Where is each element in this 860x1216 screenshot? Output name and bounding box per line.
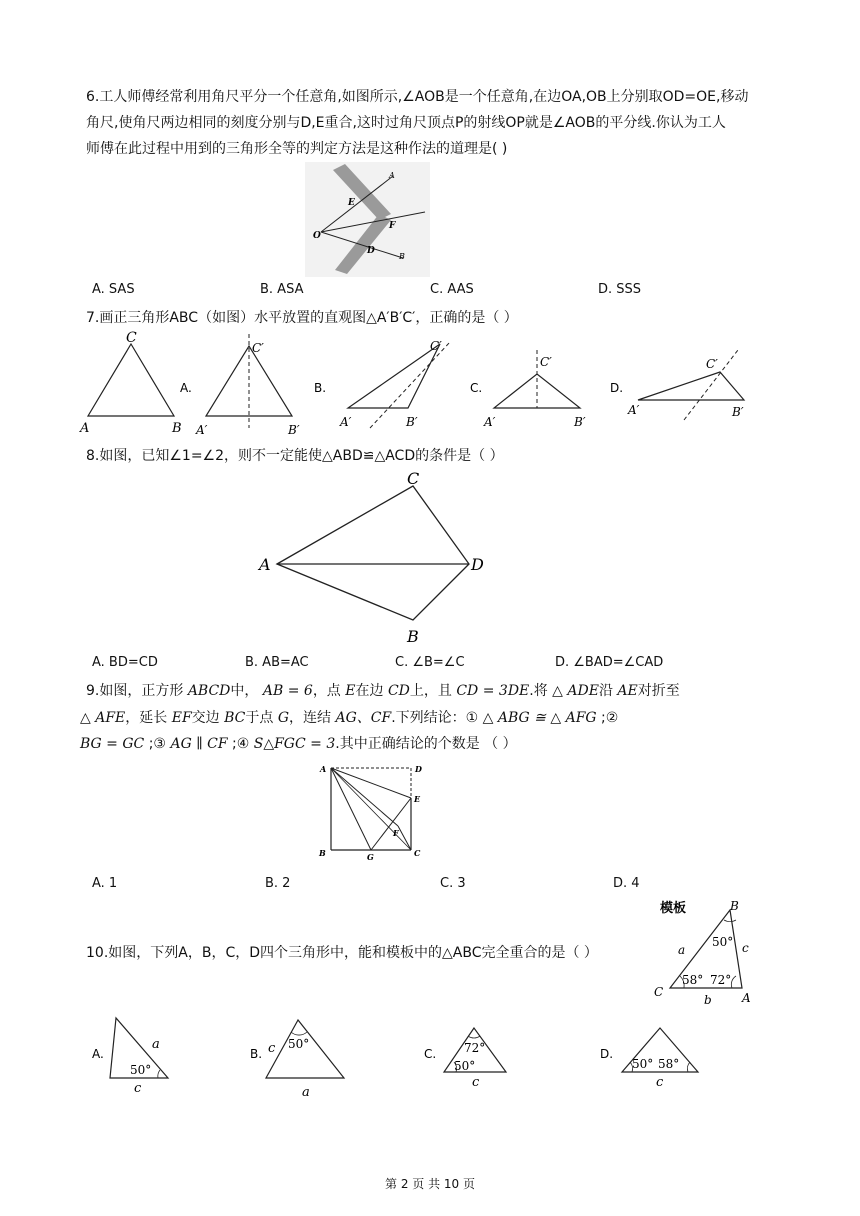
label-b: B xyxy=(407,627,419,646)
q10-stem: 10.如图，下列A，B，C，D四个三角形中，能和模板中的△ABC完全重合的是（ ） xyxy=(86,945,598,961)
svg-text:a: a xyxy=(152,1037,160,1052)
q7-option-c-figure[interactable] xyxy=(483,350,586,429)
q9-stem-line3: BG = GC ;③ AG ∥ CF ;④ S△FGC = 3.其中正确结论的个数是 （ ） xyxy=(80,736,517,752)
label-a: A xyxy=(259,555,271,574)
svg-text:c: c xyxy=(472,1075,480,1090)
q6-option-a[interactable]: A. SAS xyxy=(92,282,135,297)
svg-text:A′: A′ xyxy=(628,403,640,417)
svg-text:C′: C′ xyxy=(252,341,264,355)
template-title: 模板 xyxy=(660,901,687,916)
label-b: B xyxy=(399,252,405,261)
label-d: D xyxy=(367,246,375,256)
svg-text:A′: A′ xyxy=(196,423,208,437)
q10-option-b[interactable] xyxy=(250,1020,344,1100)
q9-option-c[interactable]: C. 3 xyxy=(440,876,466,891)
q7-option-c-letter[interactable]: C. xyxy=(470,381,483,395)
svg-text:A′: A′ xyxy=(340,415,352,429)
q6-stem-line1: 6.工人师傅经常利用角尺平分一个任意角,如图所示,∠AOB是一个任意角,在边OA,OB上分别取OD=OE,移动 xyxy=(86,89,749,105)
q6-option-d[interactable]: D. SSS xyxy=(598,282,642,297)
svg-text:E: E xyxy=(414,794,421,804)
svg-text:C′: C′ xyxy=(706,357,718,371)
label-e: E xyxy=(348,198,355,208)
svg-text:C′: C′ xyxy=(430,339,442,353)
svg-text:c: c xyxy=(656,1075,664,1090)
q10-option-figures xyxy=(88,1010,788,1100)
svg-text:B′: B′ xyxy=(574,415,586,429)
label-o: O xyxy=(313,231,321,241)
svg-text:A: A xyxy=(80,421,90,436)
svg-text:G: G xyxy=(367,852,374,862)
svg-text:C.: C. xyxy=(424,1047,437,1061)
q9-option-a[interactable]: A. 1 xyxy=(92,876,118,891)
svg-text:72°: 72° xyxy=(464,1041,486,1055)
svg-text:C: C xyxy=(414,848,421,858)
q8-option-d[interactable]: D. ∠BAD=∠CAD xyxy=(555,655,664,670)
q7-option-a-letter[interactable]: A. xyxy=(180,381,192,395)
q10-option-a[interactable] xyxy=(92,1018,168,1096)
svg-text:B′: B′ xyxy=(732,405,744,419)
svg-text:c: c xyxy=(742,941,749,955)
svg-text:72°: 72° xyxy=(710,973,732,987)
svg-text:B.: B. xyxy=(250,1047,263,1061)
svg-text:a: a xyxy=(678,943,686,957)
q8-option-c[interactable]: C. ∠B=∠C xyxy=(395,655,465,670)
svg-text:B: B xyxy=(730,899,739,913)
svg-text:A: A xyxy=(320,764,327,774)
svg-text:D: D xyxy=(415,764,422,774)
svg-text:A: A xyxy=(742,991,751,1005)
q8-option-a[interactable]: A. BD=CD xyxy=(92,655,158,670)
svg-text:C: C xyxy=(126,330,137,346)
q8-option-b[interactable]: B. AB=AC xyxy=(245,655,309,670)
svg-text:C′: C′ xyxy=(540,355,552,369)
svg-text:a: a xyxy=(302,1085,310,1100)
svg-text:50°: 50° xyxy=(632,1057,654,1071)
svg-text:F: F xyxy=(393,828,399,838)
svg-text:58°: 58° xyxy=(658,1057,680,1071)
svg-text:A′: A′ xyxy=(484,415,496,429)
svg-text:b: b xyxy=(704,993,712,1007)
q6-angle-ruler-figure xyxy=(305,162,430,277)
q6-stem-line2: 角尺,使角尺两边相同的刻度分别与D,E重合,这时过角尺顶点P的射线OP就是∠AOB的平分线.你认为工人 xyxy=(86,115,726,131)
q10-option-d[interactable] xyxy=(600,1028,698,1090)
svg-text:A.: A. xyxy=(92,1047,104,1061)
q7-original-triangle xyxy=(79,330,182,436)
svg-text:50°: 50° xyxy=(288,1037,310,1051)
q7-option-a-figure[interactable] xyxy=(195,334,300,437)
svg-text:B′: B′ xyxy=(288,423,300,437)
q6-stem-line3: 师傅在此过程中用到的三角形全等的判定方法是这种作法的道理是( ) xyxy=(86,141,508,157)
svg-text:B: B xyxy=(319,848,326,858)
svg-text:B′: B′ xyxy=(406,415,418,429)
q6-option-b[interactable]: B. ASA xyxy=(260,282,304,297)
q7-figures xyxy=(78,330,758,442)
q6-option-c[interactable]: C. AAS xyxy=(430,282,474,297)
q10-template-figure xyxy=(650,896,770,1008)
label-f: F xyxy=(389,221,396,231)
q7-option-d-figure[interactable] xyxy=(627,350,744,420)
svg-text:C: C xyxy=(654,985,664,999)
svg-text:c: c xyxy=(268,1041,276,1056)
q9-stem-line1: 9.如图，正方形 ABCD中， AB = 6，点 E在边 CD上，且 CD = 3DE.将 △ ADE沿 AE对折至 xyxy=(86,683,680,699)
svg-text:50°: 50° xyxy=(454,1059,476,1073)
q10-option-c[interactable] xyxy=(424,1028,506,1090)
q9-stem-line2: △ AFE，延长 EF交边 BC于点 G，连结 AG、CF.下列结论：① △ ABG ≅ △ AFG ;② xyxy=(80,710,619,726)
q7-option-d-letter[interactable]: D. xyxy=(610,381,624,395)
label-c: C xyxy=(407,470,420,488)
label-d: D xyxy=(471,555,484,574)
q9-option-b[interactable]: B. 2 xyxy=(265,876,291,891)
svg-text:50°: 50° xyxy=(712,935,734,949)
q9-option-d[interactable]: D. 4 xyxy=(613,876,640,891)
svg-text:D.: D. xyxy=(600,1047,614,1061)
svg-text:c: c xyxy=(134,1081,142,1096)
q7-stem: 7.画正三角形ABC（如图）水平放置的直观图△A′B′C′，正确的是（ ） xyxy=(86,310,518,326)
svg-text:58°: 58° xyxy=(682,973,704,987)
q7-option-b-letter[interactable]: B. xyxy=(314,381,327,395)
svg-text:B: B xyxy=(172,421,182,436)
q8-kite-figure xyxy=(255,470,495,650)
q9-square-figure xyxy=(315,760,433,866)
page-footer: 第 2 页 共 10 页 xyxy=(385,1177,475,1191)
svg-text:50°: 50° xyxy=(130,1063,152,1077)
q8-stem: 8.如图，已知∠1=∠2，则不一定能使△ABD≌△ACD的条件是（ ） xyxy=(86,448,504,464)
label-a: A xyxy=(389,171,395,180)
q7-option-b-figure[interactable] xyxy=(339,339,450,429)
